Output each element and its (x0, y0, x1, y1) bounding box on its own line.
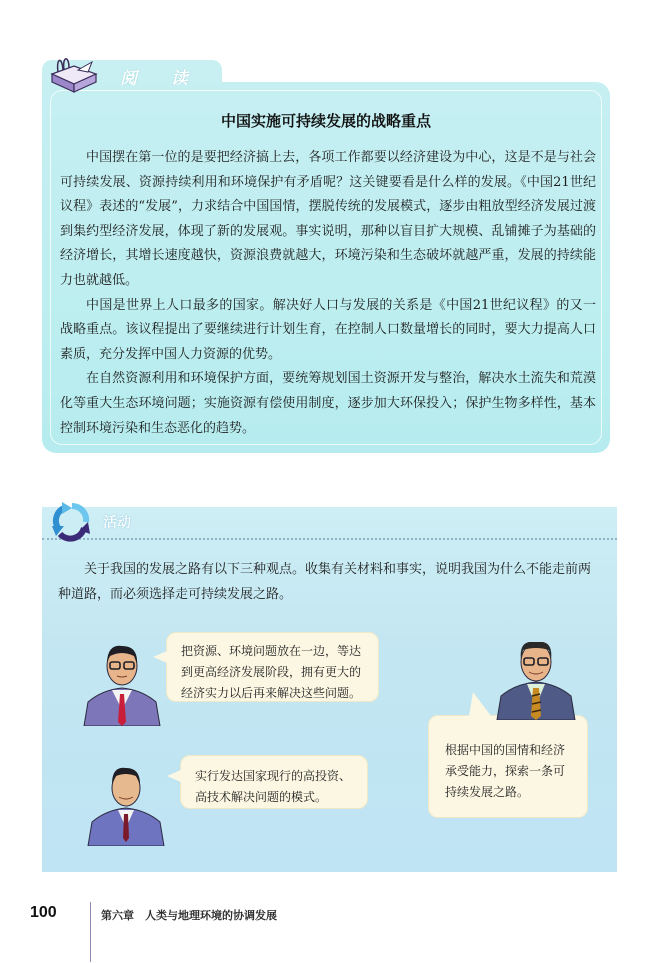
man-blue-suit-illustration (86, 762, 166, 846)
elderly-man-striped-tie-illustration (495, 636, 577, 720)
dotted-divider (42, 538, 617, 540)
man-glasses-red-tie-illustration (82, 640, 162, 726)
speech-bubble-viewpoint-3 (428, 715, 588, 818)
reading-paragraph: 中国是世界上人口最多的国家。解决好人口与发展的关系是《中国21世纪议程》的又一战略重点。该议程提出了要继续进行计划生育，在控制人口数量增长的同时，要大力提高人口素质，充分发挥中国人力资源的优势。 (60, 297, 596, 362)
reading-paragraph: 在自然资源利用和环境保护方面，要统筹规划国土资源开发与整治，解决水土流失和荒漠化等重大生态环境问题；实施资源有偿使用制度，逐步加大环保投入；保护生物多样性，基本控制环境污染和生态恶化的趋势。 (60, 371, 596, 436)
reading-title: 中国实施可持续发展的战略重点 (220, 112, 431, 130)
activity-section-label: 活动 (103, 515, 131, 531)
notepad-speech-icon (48, 52, 100, 96)
viewpoint-3-text: 根据中国的国情和经济承受能力，探索一条可持续发展之路。 (445, 743, 566, 799)
reading-body (60, 146, 596, 441)
activity-intro-text: 关于我国的发展之路有以下三种观点。收集有关材料和事实，说明我国为什么不能走前两种道路，而必须选择走可持续发展之路。 (58, 562, 592, 602)
viewpoint-2-text: 实行发达国家现行的高投资、高技术解决问题的模式。 (195, 769, 352, 804)
page-number: 100 (30, 904, 57, 921)
activity-intro (58, 557, 598, 607)
speech-bubble-viewpoint-2 (180, 755, 368, 809)
cycle-arrows-icon (50, 500, 92, 542)
speech-bubble-viewpoint-1 (166, 632, 379, 702)
reading-panel (42, 82, 610, 453)
viewpoint-1-text: 把资源、环境问题放在一边，等达到更高经济发展阶段，拥有更大的经济实力以后再来解决这些问题。 (181, 644, 362, 700)
footer-divider (90, 902, 91, 962)
reading-section-label: 阅 读 (120, 69, 202, 89)
reading-paragraph: 中国摆在第一位的是要把经济搞上去，各项工作都要以经济建设为中心，这是不是与社会可持续发展、资源持续利用和环境保护有矛盾呢？这关键要看是什么样的发展。《中国21世纪议程》表述的“发展”，力求结合中国国情，摆脱传统的发展模式，逐步由粗放型经济发展过渡到集约型经济发展，体现了新的发展观。事实说明，那种以盲目扩大规模、乱铺摊子为基础的经济增长，其增长速度越快，资源浪费就越大，环境污染和生态破坏就越严重，发展的持续能力也就越低。 (60, 150, 596, 288)
chapter-title: 第六章 人类与地理环境的协调发展 (101, 909, 277, 922)
